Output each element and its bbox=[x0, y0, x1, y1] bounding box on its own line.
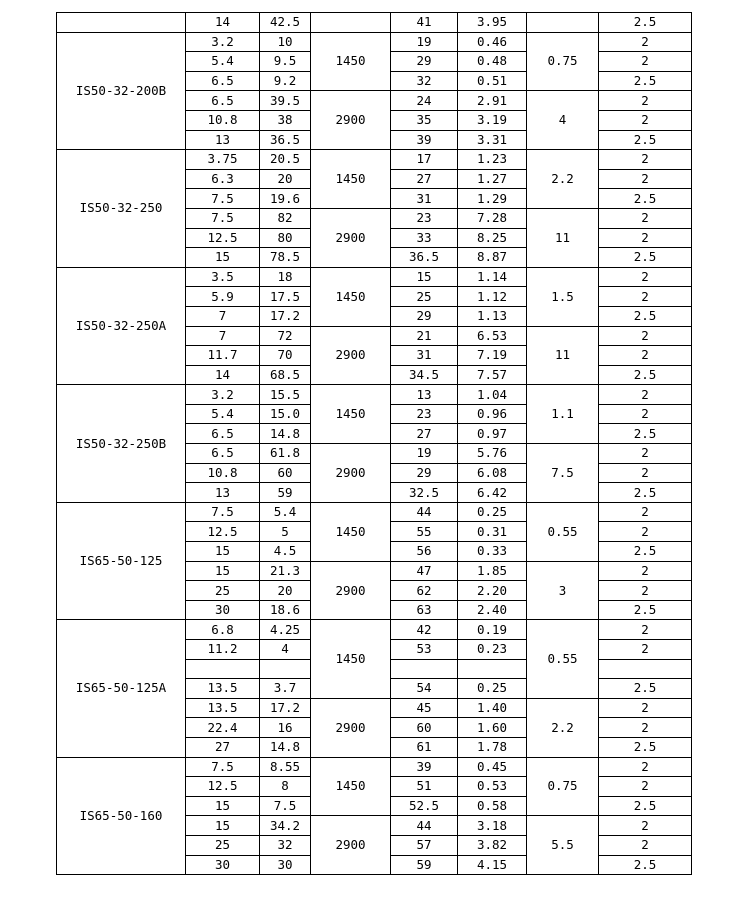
head-cell bbox=[260, 659, 311, 679]
npshr-cell: 2 bbox=[599, 444, 692, 464]
npshr-cell: 2 bbox=[599, 150, 692, 170]
speed-cell: 1450 bbox=[311, 267, 391, 326]
efficiency-cell: 44 bbox=[391, 816, 458, 836]
head-cell: 8 bbox=[260, 777, 311, 797]
flow-cell: 27 bbox=[186, 737, 260, 757]
shaft-power-cell: 8.87 bbox=[458, 248, 527, 268]
speed-cell: 1450 bbox=[311, 620, 391, 698]
flow-cell: 12.5 bbox=[186, 777, 260, 797]
efficiency-cell: 41 bbox=[391, 13, 458, 33]
npshr-cell: 2.5 bbox=[599, 737, 692, 757]
shaft-power-cell bbox=[458, 659, 527, 679]
shaft-power-cell: 3.31 bbox=[458, 130, 527, 150]
flow-cell: 15 bbox=[186, 248, 260, 268]
efficiency-cell: 27 bbox=[391, 424, 458, 444]
efficiency-cell: 25 bbox=[391, 287, 458, 307]
speed-cell: 2900 bbox=[311, 698, 391, 757]
shaft-power-cell: 0.33 bbox=[458, 542, 527, 562]
efficiency-cell: 29 bbox=[391, 52, 458, 72]
shaft-power-cell: 0.25 bbox=[458, 502, 527, 522]
npshr-cell: 2.5 bbox=[599, 483, 692, 503]
shaft-power-cell: 2.20 bbox=[458, 581, 527, 601]
head-cell: 19.6 bbox=[260, 189, 311, 209]
flow-cell: 6.3 bbox=[186, 169, 260, 189]
flow-cell: 7.5 bbox=[186, 502, 260, 522]
table-row bbox=[57, 385, 692, 405]
motor-power-cell: 5.5 bbox=[527, 816, 599, 875]
motor-power-cell: 0.55 bbox=[527, 502, 599, 561]
efficiency-cell: 15 bbox=[391, 267, 458, 287]
head-cell: 42.5 bbox=[260, 13, 311, 33]
flow-cell: 7 bbox=[186, 326, 260, 346]
npshr-cell: 2 bbox=[599, 777, 692, 797]
npshr-cell: 2 bbox=[599, 698, 692, 718]
shaft-power-cell: 1.14 bbox=[458, 267, 527, 287]
flow-cell: 7.5 bbox=[186, 208, 260, 228]
shaft-power-cell: 1.60 bbox=[458, 718, 527, 738]
flow-cell: 13 bbox=[186, 483, 260, 503]
head-cell: 32 bbox=[260, 835, 311, 855]
head-cell: 18.6 bbox=[260, 600, 311, 620]
flow-cell: 25 bbox=[186, 581, 260, 601]
efficiency-cell: 57 bbox=[391, 835, 458, 855]
motor-power-cell bbox=[527, 13, 599, 33]
model-cell: IS65-50-125 bbox=[57, 502, 186, 620]
npshr-cell: 2.5 bbox=[599, 679, 692, 699]
table-row bbox=[57, 267, 692, 287]
speed-cell: 2900 bbox=[311, 816, 391, 875]
head-cell: 4.25 bbox=[260, 620, 311, 640]
efficiency-cell: 23 bbox=[391, 404, 458, 424]
npshr-cell: 2 bbox=[599, 640, 692, 660]
flow-cell: 5.4 bbox=[186, 52, 260, 72]
model-cell: IS50-32-200B bbox=[57, 32, 186, 150]
npshr-cell: 2 bbox=[599, 757, 692, 777]
head-cell: 70 bbox=[260, 346, 311, 366]
head-cell: 17.2 bbox=[260, 698, 311, 718]
head-cell: 78.5 bbox=[260, 248, 311, 268]
efficiency-cell: 51 bbox=[391, 777, 458, 797]
npshr-cell: 2.5 bbox=[599, 130, 692, 150]
head-cell: 38 bbox=[260, 110, 311, 130]
shaft-power-cell: 2.40 bbox=[458, 600, 527, 620]
flow-cell bbox=[186, 659, 260, 679]
shaft-power-cell: 0.25 bbox=[458, 679, 527, 699]
flow-cell: 13.5 bbox=[186, 698, 260, 718]
npshr-cell: 2.5 bbox=[599, 855, 692, 875]
head-cell: 21.3 bbox=[260, 561, 311, 581]
head-cell: 68.5 bbox=[260, 365, 311, 385]
flow-cell: 30 bbox=[186, 855, 260, 875]
efficiency-cell: 21 bbox=[391, 326, 458, 346]
table-row bbox=[57, 13, 692, 33]
flow-cell: 11.2 bbox=[186, 640, 260, 660]
flow-cell: 10.8 bbox=[186, 463, 260, 483]
shaft-power-cell: 0.48 bbox=[458, 52, 527, 72]
efficiency-cell: 34.5 bbox=[391, 365, 458, 385]
speed-cell: 1450 bbox=[311, 32, 391, 91]
shaft-power-cell: 3.18 bbox=[458, 816, 527, 836]
npshr-cell: 2 bbox=[599, 169, 692, 189]
model-cell: IS50-32-250 bbox=[57, 150, 186, 268]
speed-cell: 2900 bbox=[311, 208, 391, 267]
efficiency-cell: 19 bbox=[391, 32, 458, 52]
motor-power-cell: 3 bbox=[527, 561, 599, 620]
npshr-cell: 2 bbox=[599, 385, 692, 405]
head-cell: 15.5 bbox=[260, 385, 311, 405]
efficiency-cell: 47 bbox=[391, 561, 458, 581]
speed-cell: 1450 bbox=[311, 502, 391, 561]
motor-power-cell: 0.75 bbox=[527, 32, 599, 91]
shaft-power-cell: 6.42 bbox=[458, 483, 527, 503]
npshr-cell: 2.5 bbox=[599, 424, 692, 444]
shaft-power-cell: 0.53 bbox=[458, 777, 527, 797]
head-cell: 20 bbox=[260, 169, 311, 189]
head-cell: 8.55 bbox=[260, 757, 311, 777]
npshr-cell: 2 bbox=[599, 561, 692, 581]
flow-cell: 5.9 bbox=[186, 287, 260, 307]
npshr-cell: 2.5 bbox=[599, 542, 692, 562]
flow-cell: 5.4 bbox=[186, 404, 260, 424]
shaft-power-cell: 1.13 bbox=[458, 306, 527, 326]
flow-cell: 25 bbox=[186, 835, 260, 855]
efficiency-cell: 61 bbox=[391, 737, 458, 757]
efficiency-cell: 55 bbox=[391, 522, 458, 542]
flow-cell: 11.7 bbox=[186, 346, 260, 366]
motor-power-cell: 11 bbox=[527, 208, 599, 267]
efficiency-cell: 52.5 bbox=[391, 796, 458, 816]
npshr-cell: 2 bbox=[599, 502, 692, 522]
speed-cell: 1450 bbox=[311, 385, 391, 444]
table-row bbox=[57, 757, 692, 777]
head-cell: 39.5 bbox=[260, 91, 311, 111]
efficiency-cell: 33 bbox=[391, 228, 458, 248]
npshr-cell: 2.5 bbox=[599, 71, 692, 91]
head-cell: 15.0 bbox=[260, 404, 311, 424]
efficiency-cell: 17 bbox=[391, 150, 458, 170]
motor-power-cell: 0.55 bbox=[527, 620, 599, 698]
efficiency-cell: 39 bbox=[391, 130, 458, 150]
efficiency-cell: 23 bbox=[391, 208, 458, 228]
head-cell: 4.5 bbox=[260, 542, 311, 562]
efficiency-cell: 13 bbox=[391, 385, 458, 405]
head-cell: 14.8 bbox=[260, 737, 311, 757]
shaft-power-cell: 8.25 bbox=[458, 228, 527, 248]
shaft-power-cell: 1.12 bbox=[458, 287, 527, 307]
shaft-power-cell: 0.31 bbox=[458, 522, 527, 542]
npshr-cell: 2.5 bbox=[599, 796, 692, 816]
head-cell: 7.5 bbox=[260, 796, 311, 816]
shaft-power-cell: 0.97 bbox=[458, 424, 527, 444]
npshr-cell: 2 bbox=[599, 718, 692, 738]
shaft-power-cell: 5.76 bbox=[458, 444, 527, 464]
shaft-power-cell: 0.19 bbox=[458, 620, 527, 640]
head-cell: 30 bbox=[260, 855, 311, 875]
speed-cell: 1450 bbox=[311, 150, 391, 209]
shaft-power-cell: 3.82 bbox=[458, 835, 527, 855]
efficiency-cell bbox=[391, 659, 458, 679]
npshr-cell: 2 bbox=[599, 835, 692, 855]
shaft-power-cell: 7.57 bbox=[458, 365, 527, 385]
flow-cell: 6.5 bbox=[186, 71, 260, 91]
efficiency-cell: 29 bbox=[391, 306, 458, 326]
shaft-power-cell: 1.85 bbox=[458, 561, 527, 581]
head-cell: 16 bbox=[260, 718, 311, 738]
efficiency-cell: 59 bbox=[391, 855, 458, 875]
npshr-cell: 2 bbox=[599, 208, 692, 228]
shaft-power-cell: 0.51 bbox=[458, 71, 527, 91]
efficiency-cell: 39 bbox=[391, 757, 458, 777]
npshr-cell: 2 bbox=[599, 346, 692, 366]
motor-power-cell: 1.1 bbox=[527, 385, 599, 444]
table-row bbox=[57, 150, 692, 170]
efficiency-cell: 53 bbox=[391, 640, 458, 660]
flow-cell: 15 bbox=[186, 796, 260, 816]
flow-cell: 14 bbox=[186, 365, 260, 385]
npshr-cell: 2 bbox=[599, 816, 692, 836]
efficiency-cell: 60 bbox=[391, 718, 458, 738]
npshr-cell: 2 bbox=[599, 620, 692, 640]
shaft-power-cell: 0.46 bbox=[458, 32, 527, 52]
efficiency-cell: 45 bbox=[391, 698, 458, 718]
npshr-cell: 2.5 bbox=[599, 248, 692, 268]
model-cell: IS65-50-160 bbox=[57, 757, 186, 875]
head-cell: 5 bbox=[260, 522, 311, 542]
efficiency-cell: 36.5 bbox=[391, 248, 458, 268]
npshr-cell: 2 bbox=[599, 52, 692, 72]
npshr-cell: 2 bbox=[599, 228, 692, 248]
flow-cell: 7 bbox=[186, 306, 260, 326]
efficiency-cell: 35 bbox=[391, 110, 458, 130]
shaft-power-cell: 1.29 bbox=[458, 189, 527, 209]
head-cell: 20 bbox=[260, 581, 311, 601]
shaft-power-cell: 1.23 bbox=[458, 150, 527, 170]
flow-cell: 3.75 bbox=[186, 150, 260, 170]
efficiency-cell: 31 bbox=[391, 189, 458, 209]
efficiency-cell: 32.5 bbox=[391, 483, 458, 503]
shaft-power-cell: 0.23 bbox=[458, 640, 527, 660]
shaft-power-cell: 7.28 bbox=[458, 208, 527, 228]
head-cell: 9.2 bbox=[260, 71, 311, 91]
head-cell: 60 bbox=[260, 463, 311, 483]
motor-power-cell: 4 bbox=[527, 91, 599, 150]
npshr-cell: 2 bbox=[599, 91, 692, 111]
head-cell: 10 bbox=[260, 32, 311, 52]
efficiency-cell: 56 bbox=[391, 542, 458, 562]
head-cell: 4 bbox=[260, 640, 311, 660]
head-cell: 18 bbox=[260, 267, 311, 287]
shaft-power-cell: 4.15 bbox=[458, 855, 527, 875]
motor-power-cell: 7.5 bbox=[527, 444, 599, 503]
head-cell: 17.2 bbox=[260, 306, 311, 326]
flow-cell: 12.5 bbox=[186, 228, 260, 248]
shaft-power-cell: 1.40 bbox=[458, 698, 527, 718]
head-cell: 80 bbox=[260, 228, 311, 248]
shaft-power-cell: 0.96 bbox=[458, 404, 527, 424]
speed-cell: 2900 bbox=[311, 444, 391, 503]
shaft-power-cell: 2.91 bbox=[458, 91, 527, 111]
efficiency-cell: 29 bbox=[391, 463, 458, 483]
npshr-cell: 2 bbox=[599, 522, 692, 542]
model-cell: IS50-32-250B bbox=[57, 385, 186, 503]
shaft-power-cell: 7.19 bbox=[458, 346, 527, 366]
head-cell: 72 bbox=[260, 326, 311, 346]
shaft-power-cell: 0.58 bbox=[458, 796, 527, 816]
speed-cell: 2900 bbox=[311, 91, 391, 150]
flow-cell: 14 bbox=[186, 13, 260, 33]
shaft-power-cell: 3.19 bbox=[458, 110, 527, 130]
flow-cell: 6.5 bbox=[186, 444, 260, 464]
npshr-cell: 2 bbox=[599, 287, 692, 307]
efficiency-cell: 42 bbox=[391, 620, 458, 640]
flow-cell: 10.8 bbox=[186, 110, 260, 130]
head-cell: 34.2 bbox=[260, 816, 311, 836]
efficiency-cell: 19 bbox=[391, 444, 458, 464]
flow-cell: 13 bbox=[186, 130, 260, 150]
efficiency-cell: 24 bbox=[391, 91, 458, 111]
table-row bbox=[57, 32, 692, 52]
motor-power-cell: 0.75 bbox=[527, 757, 599, 816]
table-body bbox=[57, 13, 692, 875]
flow-cell: 6.5 bbox=[186, 424, 260, 444]
efficiency-cell: 63 bbox=[391, 600, 458, 620]
head-cell: 17.5 bbox=[260, 287, 311, 307]
npshr-cell: 2.5 bbox=[599, 306, 692, 326]
npshr-cell: 2 bbox=[599, 581, 692, 601]
motor-power-cell: 2.2 bbox=[527, 698, 599, 757]
flow-cell: 12.5 bbox=[186, 522, 260, 542]
motor-power-cell: 11 bbox=[527, 326, 599, 385]
npshr-cell: 2.5 bbox=[599, 600, 692, 620]
flow-cell: 6.5 bbox=[186, 91, 260, 111]
head-cell: 9.5 bbox=[260, 52, 311, 72]
flow-cell: 30 bbox=[186, 600, 260, 620]
motor-power-cell: 2.2 bbox=[527, 150, 599, 209]
shaft-power-cell: 1.27 bbox=[458, 169, 527, 189]
head-cell: 5.4 bbox=[260, 502, 311, 522]
npshr-cell: 2 bbox=[599, 326, 692, 346]
flow-cell: 15 bbox=[186, 542, 260, 562]
efficiency-cell: 62 bbox=[391, 581, 458, 601]
flow-cell: 3.2 bbox=[186, 385, 260, 405]
npshr-cell bbox=[599, 659, 692, 679]
head-cell: 20.5 bbox=[260, 150, 311, 170]
npshr-cell: 2.5 bbox=[599, 13, 692, 33]
flow-cell: 15 bbox=[186, 816, 260, 836]
npshr-cell: 2 bbox=[599, 110, 692, 130]
npshr-cell: 2 bbox=[599, 267, 692, 287]
head-cell: 61.8 bbox=[260, 444, 311, 464]
head-cell: 3.7 bbox=[260, 679, 311, 699]
head-cell: 59 bbox=[260, 483, 311, 503]
shaft-power-cell: 1.04 bbox=[458, 385, 527, 405]
table-row bbox=[57, 620, 692, 640]
table-row bbox=[57, 502, 692, 522]
speed-cell: 2900 bbox=[311, 561, 391, 620]
efficiency-cell: 32 bbox=[391, 71, 458, 91]
npshr-cell: 2.5 bbox=[599, 189, 692, 209]
head-cell: 82 bbox=[260, 208, 311, 228]
shaft-power-cell: 3.95 bbox=[458, 13, 527, 33]
flow-cell: 22.4 bbox=[186, 718, 260, 738]
efficiency-cell: 44 bbox=[391, 502, 458, 522]
npshr-cell: 2 bbox=[599, 404, 692, 424]
pump-performance-table bbox=[56, 12, 692, 875]
flow-cell: 6.8 bbox=[186, 620, 260, 640]
motor-power-cell: 1.5 bbox=[527, 267, 599, 326]
npshr-cell: 2 bbox=[599, 463, 692, 483]
pump-spec-sheet bbox=[56, 12, 691, 903]
flow-cell: 15 bbox=[186, 561, 260, 581]
shaft-power-cell: 1.78 bbox=[458, 737, 527, 757]
head-cell: 36.5 bbox=[260, 130, 311, 150]
speed-cell bbox=[311, 13, 391, 33]
speed-cell: 1450 bbox=[311, 757, 391, 816]
efficiency-cell: 31 bbox=[391, 346, 458, 366]
speed-cell: 2900 bbox=[311, 326, 391, 385]
efficiency-cell: 54 bbox=[391, 679, 458, 699]
efficiency-cell: 27 bbox=[391, 169, 458, 189]
flow-cell: 7.5 bbox=[186, 757, 260, 777]
shaft-power-cell: 0.45 bbox=[458, 757, 527, 777]
model-cell: IS50-32-250A bbox=[57, 267, 186, 385]
model-cell: IS65-50-125A bbox=[57, 620, 186, 757]
flow-cell: 3.5 bbox=[186, 267, 260, 287]
shaft-power-cell: 6.08 bbox=[458, 463, 527, 483]
model-cell bbox=[57, 13, 186, 33]
head-cell: 14.8 bbox=[260, 424, 311, 444]
npshr-cell: 2 bbox=[599, 32, 692, 52]
shaft-power-cell: 6.53 bbox=[458, 326, 527, 346]
flow-cell: 3.2 bbox=[186, 32, 260, 52]
npshr-cell: 2.5 bbox=[599, 365, 692, 385]
flow-cell: 13.5 bbox=[186, 679, 260, 699]
flow-cell: 7.5 bbox=[186, 189, 260, 209]
